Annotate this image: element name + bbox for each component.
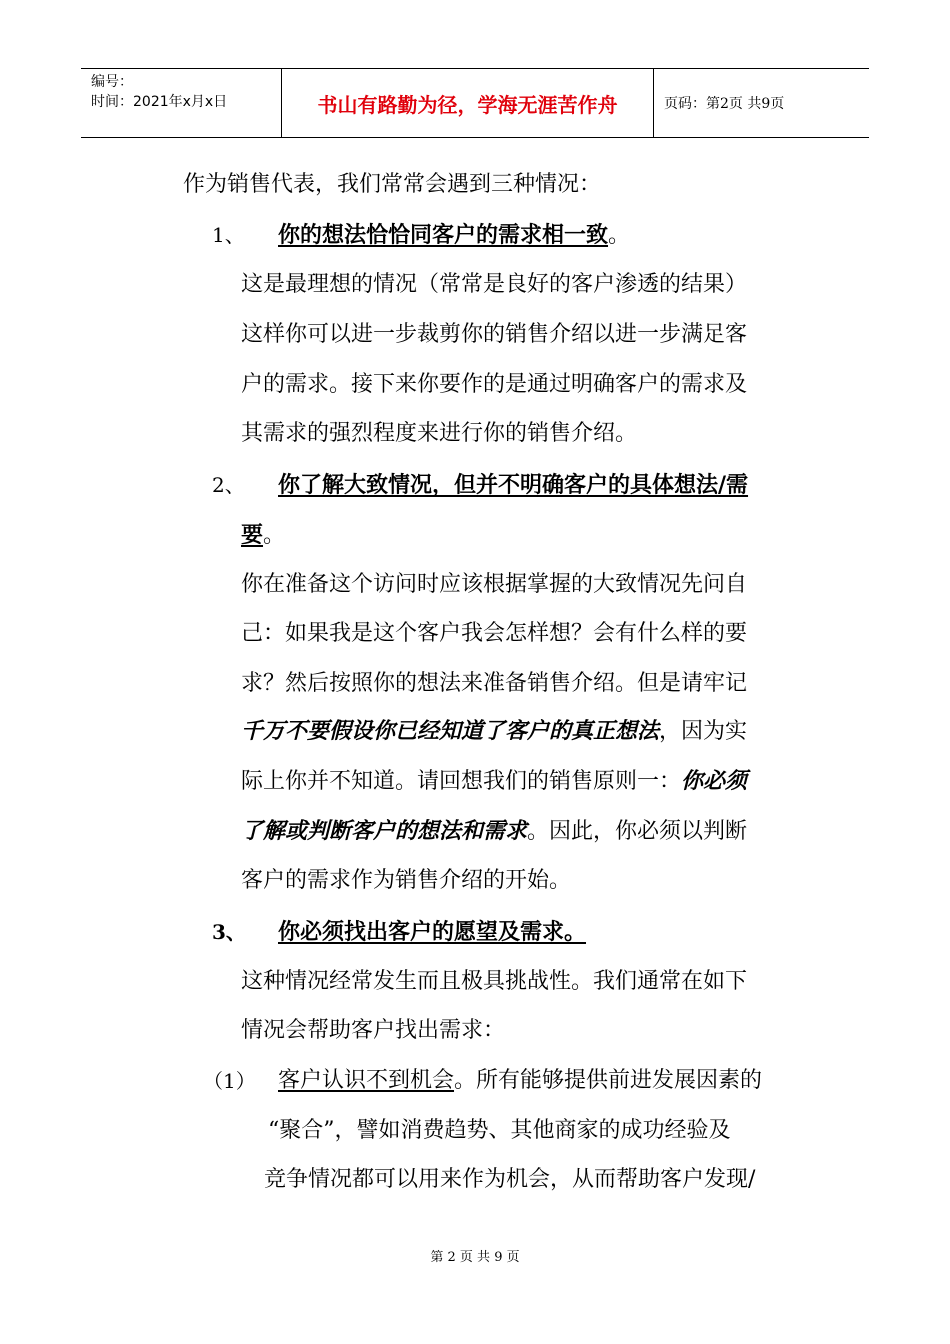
item1-line: 户的需求。接下来你要作的是通过明确客户的需求及	[241, 372, 748, 397]
item3-line: 这种情况经常发生而且极具挑战性。我们通常在如下	[241, 969, 748, 994]
page-header	[81, 68, 869, 138]
item2-line: 你在准备这个访问时应该根据掌握的大致情况先问自	[241, 572, 748, 597]
item2-line: 求？然后按照你的想法来准备销售介绍。但是请牢记	[241, 671, 748, 696]
item2-line	[241, 717, 747, 747]
item2-line4-rest: ，因为实	[659, 719, 748, 744]
header-page-info: 页码：第2页 共9页	[664, 96, 785, 112]
header-meta	[81, 69, 281, 137]
emphasis-text: 千万不要假设你已经知道了客户的真正想法	[241, 719, 660, 744]
emphasis-text: 你必须	[681, 769, 748, 794]
item2-line	[241, 767, 747, 797]
item2-title-end: 。	[263, 523, 286, 548]
item3-line: 情况会帮助客户找出需求：	[241, 1018, 506, 1043]
date-label: 时间：2021年x月x日	[91, 94, 228, 110]
subitem1-title: 客户认识不到机会	[278, 1068, 455, 1093]
item1-title: 你的想法恰恰同客户的需求相一致	[278, 222, 609, 248]
item1-heading	[278, 220, 630, 251]
item2-line: 己：如果我是这个客户我会怎样想？会有什么样的要	[241, 621, 748, 646]
item1-line: 这是最理想的情况（常常是良好的客户渗透的结果）	[241, 272, 748, 297]
item2-line6-rest: 。因此，你必须以判断	[527, 819, 748, 844]
item1-title-end: 。	[608, 223, 631, 248]
item2-line: 客户的需求作为销售介绍的开始。	[241, 868, 572, 893]
header-divider	[653, 69, 654, 137]
item2-heading-end	[241, 520, 285, 551]
header-motto: 书山有路勤为径，学海无涯苦作舟	[317, 92, 618, 117]
subitem1-line1-rest: 。所有能够提供前进发展因素的	[454, 1068, 763, 1093]
item-number: 3、	[212, 920, 246, 944]
intro-text: 作为销售代表，我们常常会遇到三种情况：	[183, 172, 602, 197]
subitem1-line: 竞争情况都可以用来作为机会，从而帮助客户发现/	[264, 1167, 756, 1192]
item3-title: 你必须找出客户的愿望及需求。	[278, 919, 587, 945]
item2-line	[241, 817, 747, 847]
item-number: 2、	[212, 473, 245, 497]
subitem1-line	[278, 1066, 762, 1096]
item1-line: 这样你可以进一步裁剪你的销售介绍以进一步满足客	[241, 322, 748, 347]
page-footer: 第 2 页 共 9 页	[430, 1250, 520, 1265]
item2-title-line1: 你了解大致情况，但并不明确客户的具体想法/需	[278, 472, 749, 498]
emphasis-text: 了解或判断客户的想法和需求	[241, 819, 528, 844]
item2-title-line2: 要	[241, 522, 264, 548]
item1-line: 其需求的强烈程度来进行你的销售介绍。	[241, 421, 638, 446]
serial-label: 编号：	[91, 74, 133, 90]
item-number: 1、	[212, 223, 245, 247]
item2-line5-plain: 际上你并不知道。请回想我们的销售原则一：	[241, 769, 682, 794]
subitem-number: （1）	[203, 1069, 256, 1093]
subitem1-line: “聚合”，譬如消费趋势、其他商家的成功经验及	[268, 1118, 731, 1143]
